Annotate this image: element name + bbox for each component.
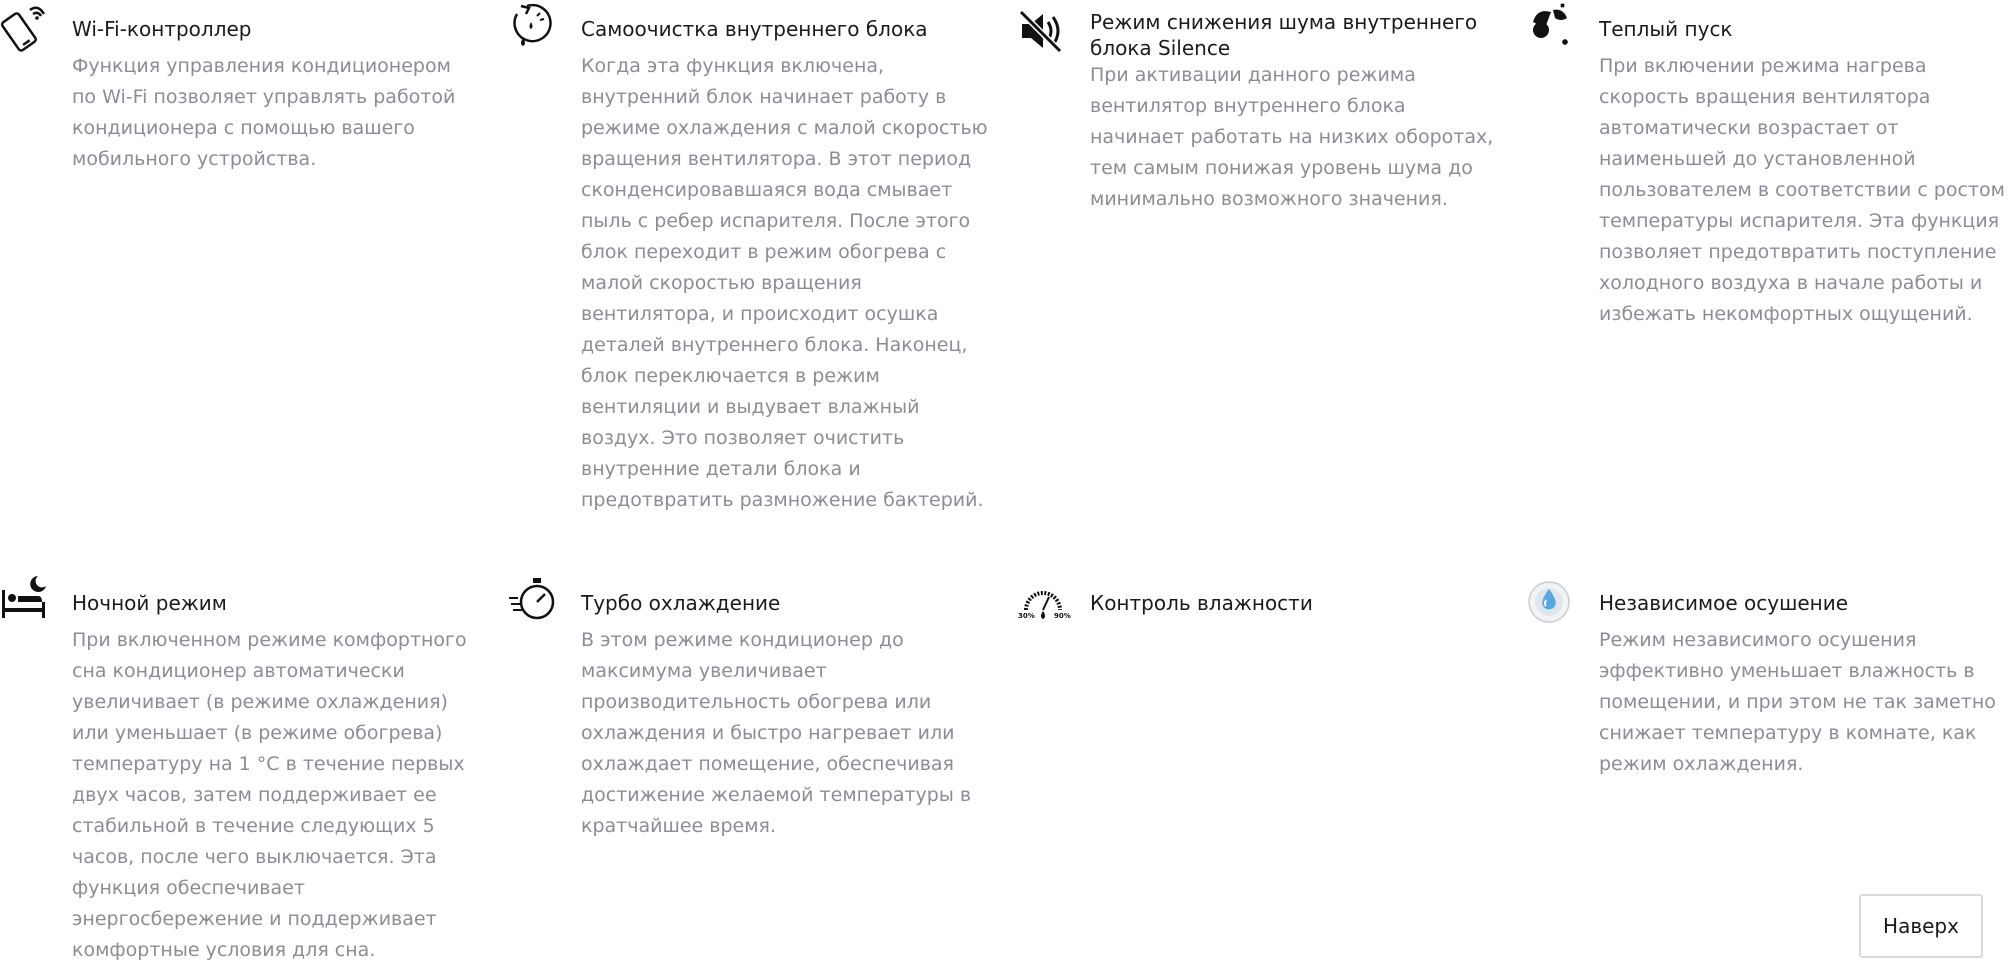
feature-description: В этом режиме кондиционер до максимума увеличивает производительность обогрева или охлаждения и быстро нагревает или охлаждает помещение, обеспечивая достижение желаемой температуры в кратчайшее время. (581, 629, 972, 837)
feature-title: Турбо охлаждение (581, 591, 781, 615)
bed-moon-icon (0, 574, 48, 622)
humidity-gauge-icon (1018, 574, 1071, 622)
feature-title: Независимое осушение (1599, 591, 1849, 615)
feature-title: Режим снижения шума внутреннего блока Silence (1090, 10, 1478, 60)
stopwatch-icon (509, 574, 557, 622)
self-clean-drop-icon (509, 0, 557, 48)
feature-title: Контроль влажности (1090, 591, 1313, 615)
feature-title: Ночной режим (72, 591, 227, 615)
gauge-min-label: 30% (1018, 612, 1035, 620)
feature-title: Теплый пуск (1599, 17, 1733, 41)
feature-description: При включенном режиме комфортного сна кондиционер автоматически увеличивает (в режиме охлаждения) или уменьшает (в режиме обогрева) температуру на 1 °С в течение первых двух часов, затем поддерживает ее стабильной в течение следующих 5 часов, после чего выключается. Эта функция обеспечивает энергосбережение и поддерживает комфортные условия для сна. (72, 629, 467, 961)
water-drop-badge-icon (1527, 574, 1575, 622)
feature-description: При включении режима нагрева скорость вращения вентилятора автоматически возрастает от наименьшей до установленной пользователем в соответствии с ростом температуры испарителя. Эта функция позволяет предотвратить поступление холодного воздуха в начале работы и избежать некомфортных ощущений. (1599, 55, 2005, 325)
feature-description: Когда эта функция включена, внутренний блок начинает работу в режиме охлаждения с малой скоростью вращения вентилятора. В этот период сконденсировавшаяся вода смывает пыль с ребер испарителя. После этого блок переходит в режим обогрева с малой скоростью вращения вентилятора, и происходит осушка деталей внутреннего блока. Наконец, блок переключается в режим вентиляции и выдувает влажный воздух. Это позволяет очистить внутренние детали блока и предотвратить размножение бактерий. (581, 55, 988, 511)
warm-start-icon (1527, 0, 1575, 48)
feature-title: Самоочистка внутреннего блока (581, 17, 928, 41)
wifi-phone-icon (0, 0, 48, 48)
feature-title: Wi-Fi-контроллер (72, 17, 252, 41)
speaker-mute-icon (1018, 0, 1066, 48)
feature-description: При активации данного режима вентилятор внутреннего блока начинает работать на низких оборотах, тем самым понижая уровень шума до минимально возможного значения. (1090, 64, 1494, 210)
feature-description: Функция управления кондиционером по Wi-Fi позволяет управлять работой кондиционера с помощью вашего мобильного устройства. (72, 55, 456, 170)
back-to-top-button[interactable]: Наверх (1859, 894, 1983, 958)
gauge-max-label: 90% (1054, 612, 1071, 620)
feature-description: Режим независимого осушения эффективно уменьшает влажность в помещении, и при этом не так заметно снижает температуру в комнате, как режим охлаждения. (1599, 629, 1996, 775)
